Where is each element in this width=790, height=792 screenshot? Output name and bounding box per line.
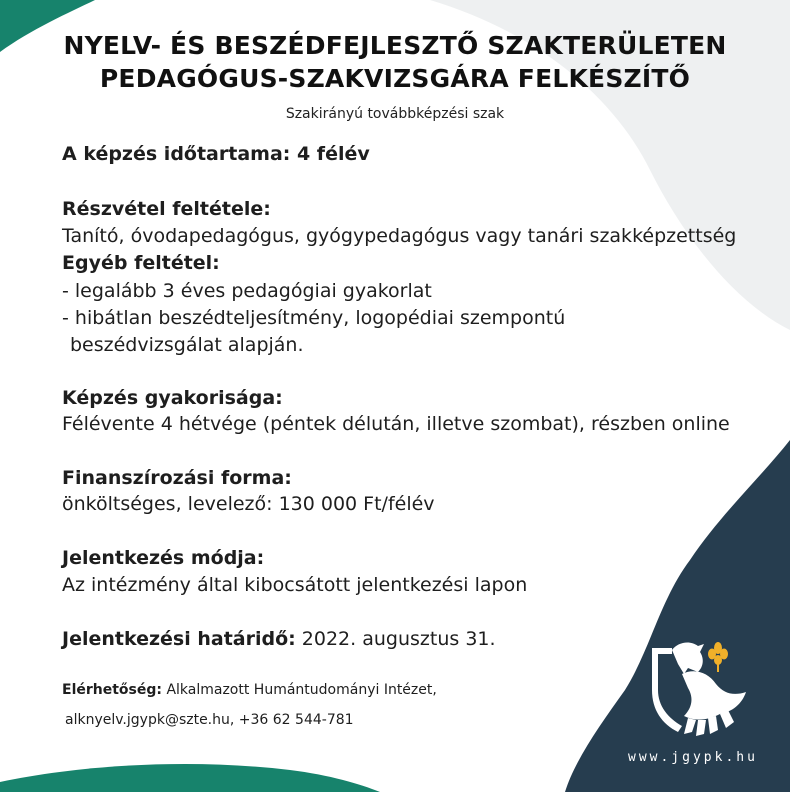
university-griffin-logo-icon — [638, 628, 758, 738]
application-heading: Jelentkezés módja: — [62, 547, 265, 569]
funding-text: önköltséges, levelező: 130 000 Ft/félév — [62, 493, 435, 515]
subtitle: Szakirányú továbbképzési szak — [285, 106, 505, 122]
title-line-2: PEDAGÓGUS-SZAKVIZSGÁRA FELKÉSZÍTŐ — [99, 64, 691, 93]
other-requirement-item: - hibátlan beszédteljesítmény, logopédiai szempontú — [62, 307, 566, 329]
other-requirement-heading: Egyéb feltétel: — [62, 252, 220, 274]
duration-line: A képzés időtartama: 4 félév — [62, 143, 370, 165]
contact-label: Elérhetőség: — [62, 682, 162, 698]
contact-line — [62, 677, 437, 703]
contact-institute: Alkalmazott Humántudományi Intézet, — [166, 682, 437, 698]
deadline-label: Jelentkezési határidő: — [62, 628, 296, 650]
requirement-heading: Részvétel feltétele: — [62, 198, 271, 220]
application-text: Az intézmény által kibocsátott jelentkezési lapon — [62, 574, 528, 596]
other-requirement-item: - legalább 3 éves pedagógiai gyakorlat — [62, 280, 432, 302]
website-link[interactable]: www.jgypk.hu — [628, 750, 758, 765]
deadline-value: 2022. augusztus 31. — [301, 628, 496, 650]
frequency-text: Félévente 4 hétvége (péntek délután, illetve szombat), részben online — [62, 413, 730, 435]
funding-heading: Finanszírozási forma: — [62, 467, 292, 489]
other-requirement-item-continuation: beszédvizsgálat alapján. — [70, 334, 304, 356]
title-line-1: NYELV- ÉS BESZÉDFEJLESZTŐ SZAKTERÜLETEN — [63, 31, 727, 60]
requirement-text: Tanító, óvodapedagógus, gyógypedagógus vagy tanári szakképzettség — [62, 225, 737, 247]
deadline-line — [62, 626, 496, 652]
contact-details[interactable]: alknyelv.jgypk@szte.hu, +36 62 544-781 — [65, 712, 354, 728]
frequency-heading: Képzés gyakorisága: — [62, 387, 283, 409]
